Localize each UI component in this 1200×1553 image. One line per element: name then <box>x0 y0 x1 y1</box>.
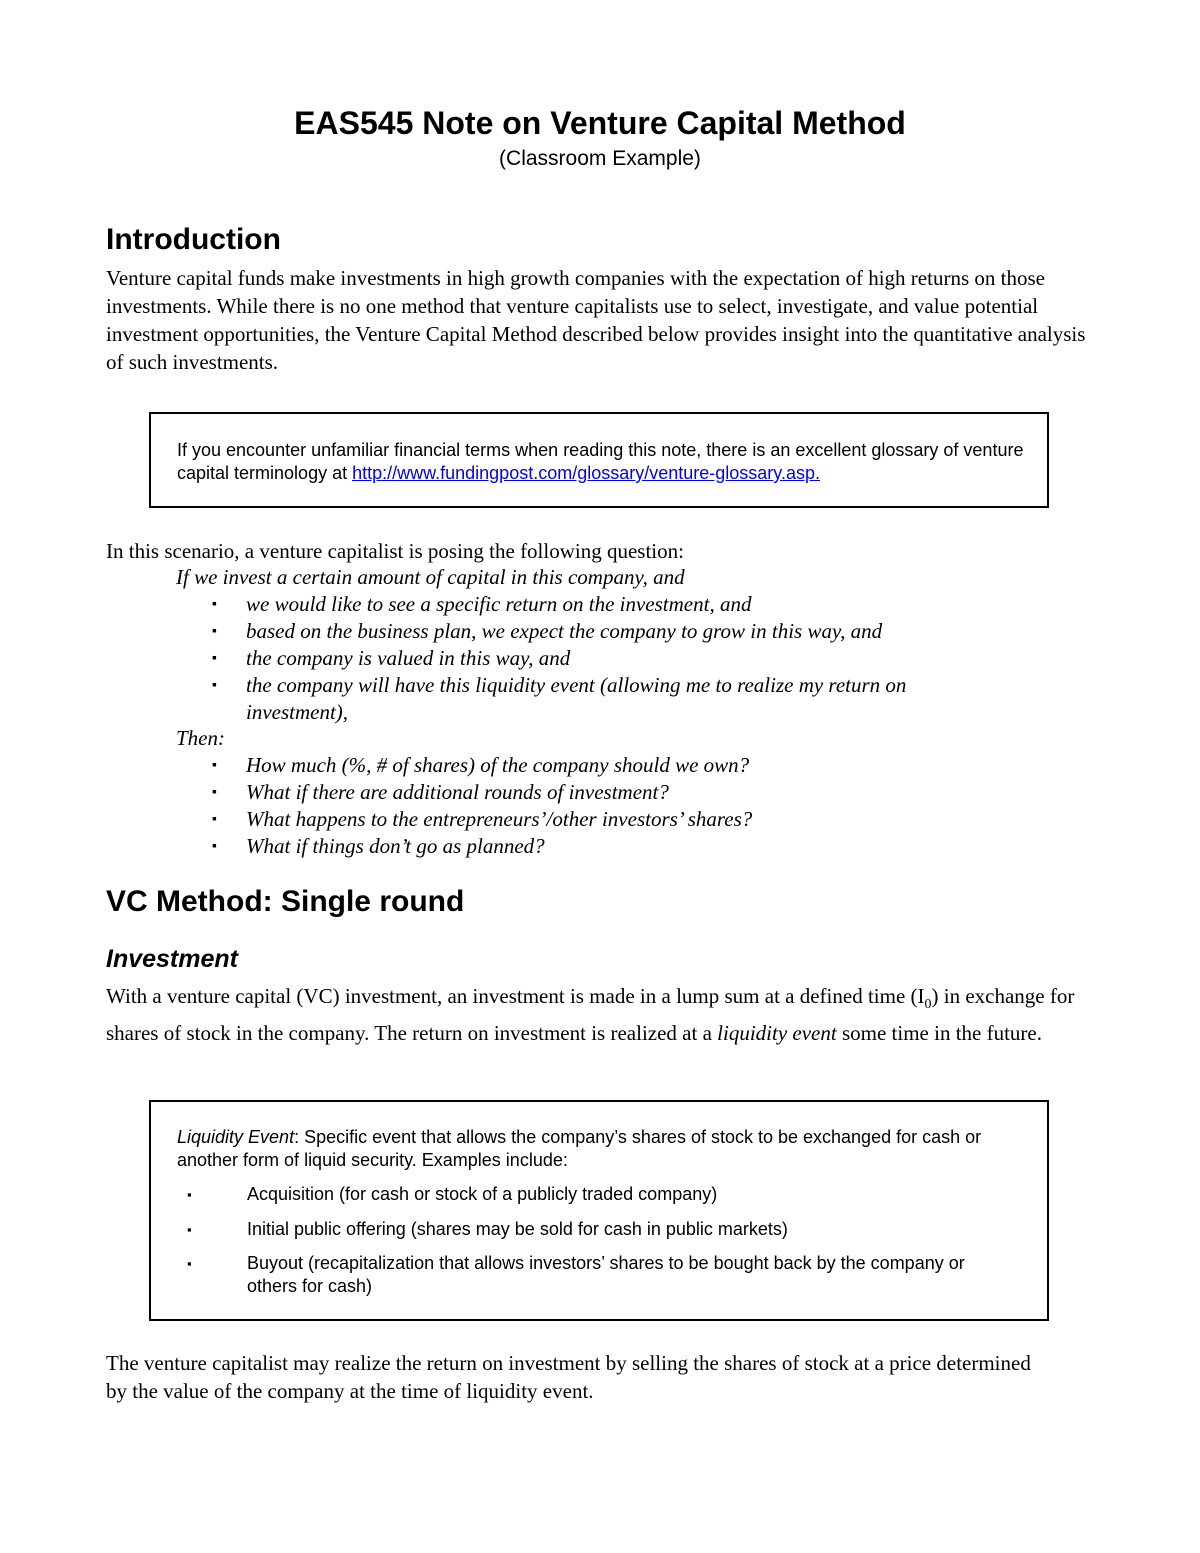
subsection-heading-investment: Investment <box>106 945 238 973</box>
section-heading-introduction: Introduction <box>106 223 281 256</box>
list-item-text: Acquisition (for cash or stock of a publicly traded company) <box>247 1184 718 1204</box>
investment-italic-term: liquidity event <box>717 1021 837 1046</box>
investment-text-2: ) in exchange for shares of stock in the company. The return on investment is realized at a <box>106 984 1075 1046</box>
list-item-text: the company is valued in this way, and <box>246 646 571 670</box>
investment-subscript: 0 <box>924 997 932 1013</box>
list-item-text: How much (%, # of shares) of the company should we own? <box>246 753 750 777</box>
glossary-callout-box <box>149 412 1049 508</box>
page-subtitle: (Classroom Example) <box>499 147 701 170</box>
section-heading-vc-method: VC Method: Single round <box>106 885 465 918</box>
page-title: EAS545 Note on Venture Capital Method <box>294 105 906 141</box>
scenario-lead: In this scenario, a venture capitalist is posing the following question: <box>106 539 684 563</box>
list-item-text: we would like to see a specific return on the investment, and <box>246 592 752 616</box>
liquidity-definition <box>177 1126 1027 1172</box>
list-item-text: What happens to the entrepreneurs’/other investors’ shares? <box>246 807 753 831</box>
bullet-icon: ▪ <box>187 1222 192 1237</box>
liquidity-term: Liquidity Event <box>177 1127 295 1147</box>
bullet-icon: ▪ <box>212 678 217 693</box>
list-item-text: the company will have this liquidity event (allowing me to realize my return on investment), <box>246 673 907 724</box>
investment-paragraph <box>106 982 1096 1047</box>
list-item-text: Initial public offering (shares may be sold for cash in public markets) <box>247 1219 788 1239</box>
scenario-if-line: If we invest a certain amount of capital in this company, and <box>176 565 685 589</box>
list-item-text: What if things don’t go as planned? <box>246 834 545 858</box>
glossary-text: If you encounter unfamiliar financial terms when reading this note, there is an excellent glossary of venture capital terminology at <box>177 440 1024 483</box>
bullet-icon: ▪ <box>212 785 217 800</box>
closing-paragraph: The venture capitalist may realize the return on investment by selling the shares of stock at a price determined by the value of the company at the time of liquidity event. <box>106 1351 1031 1403</box>
list-item-text: based on the business plan, we expect the company to grow in this way, and <box>246 619 883 643</box>
bullet-icon: ▪ <box>212 812 217 827</box>
scenario-then-line: Then: <box>176 726 225 750</box>
bullet-icon: ▪ <box>212 624 217 639</box>
bullet-icon: ▪ <box>212 597 217 612</box>
list-item-text: Buyout (recapitalization that allows investors’ shares to be bought back by the company or others for cash) <box>247 1253 965 1296</box>
intro-paragraph: Venture capital funds make investments in high growth companies with the expectation of high returns on those investments. While there is no one method that venture capitalists use to select, investigate, and value potential investment opportunities, the Venture Capital Method described below provides insight into the quantitative analysis of such investments. <box>106 266 1086 374</box>
liquidity-definition-text: : Specific event that allows the company’s shares of stock to be exchanged for cash or another form of liquid security. Examples include: <box>177 1127 982 1170</box>
investment-text-3: some time in the future. <box>836 1021 1042 1046</box>
bullet-icon: ▪ <box>187 1187 192 1202</box>
bullet-icon: ▪ <box>212 758 217 773</box>
bullet-icon: ▪ <box>212 651 217 666</box>
investment-text-1: With a venture capital (VC) investment, an investment is made in a lump sum at a defined time (I <box>106 984 925 1008</box>
glossary-callout-text <box>177 439 1027 485</box>
bullet-icon: ▪ <box>212 839 217 854</box>
list-item-text: What if there are additional rounds of investment? <box>246 780 669 804</box>
glossary-link[interactable]: http://www.fundingpost.com/glossary/venture-glossary.asp. <box>352 463 820 483</box>
liquidity-event-callout-box <box>149 1100 1049 1321</box>
bullet-icon: ▪ <box>187 1256 192 1271</box>
